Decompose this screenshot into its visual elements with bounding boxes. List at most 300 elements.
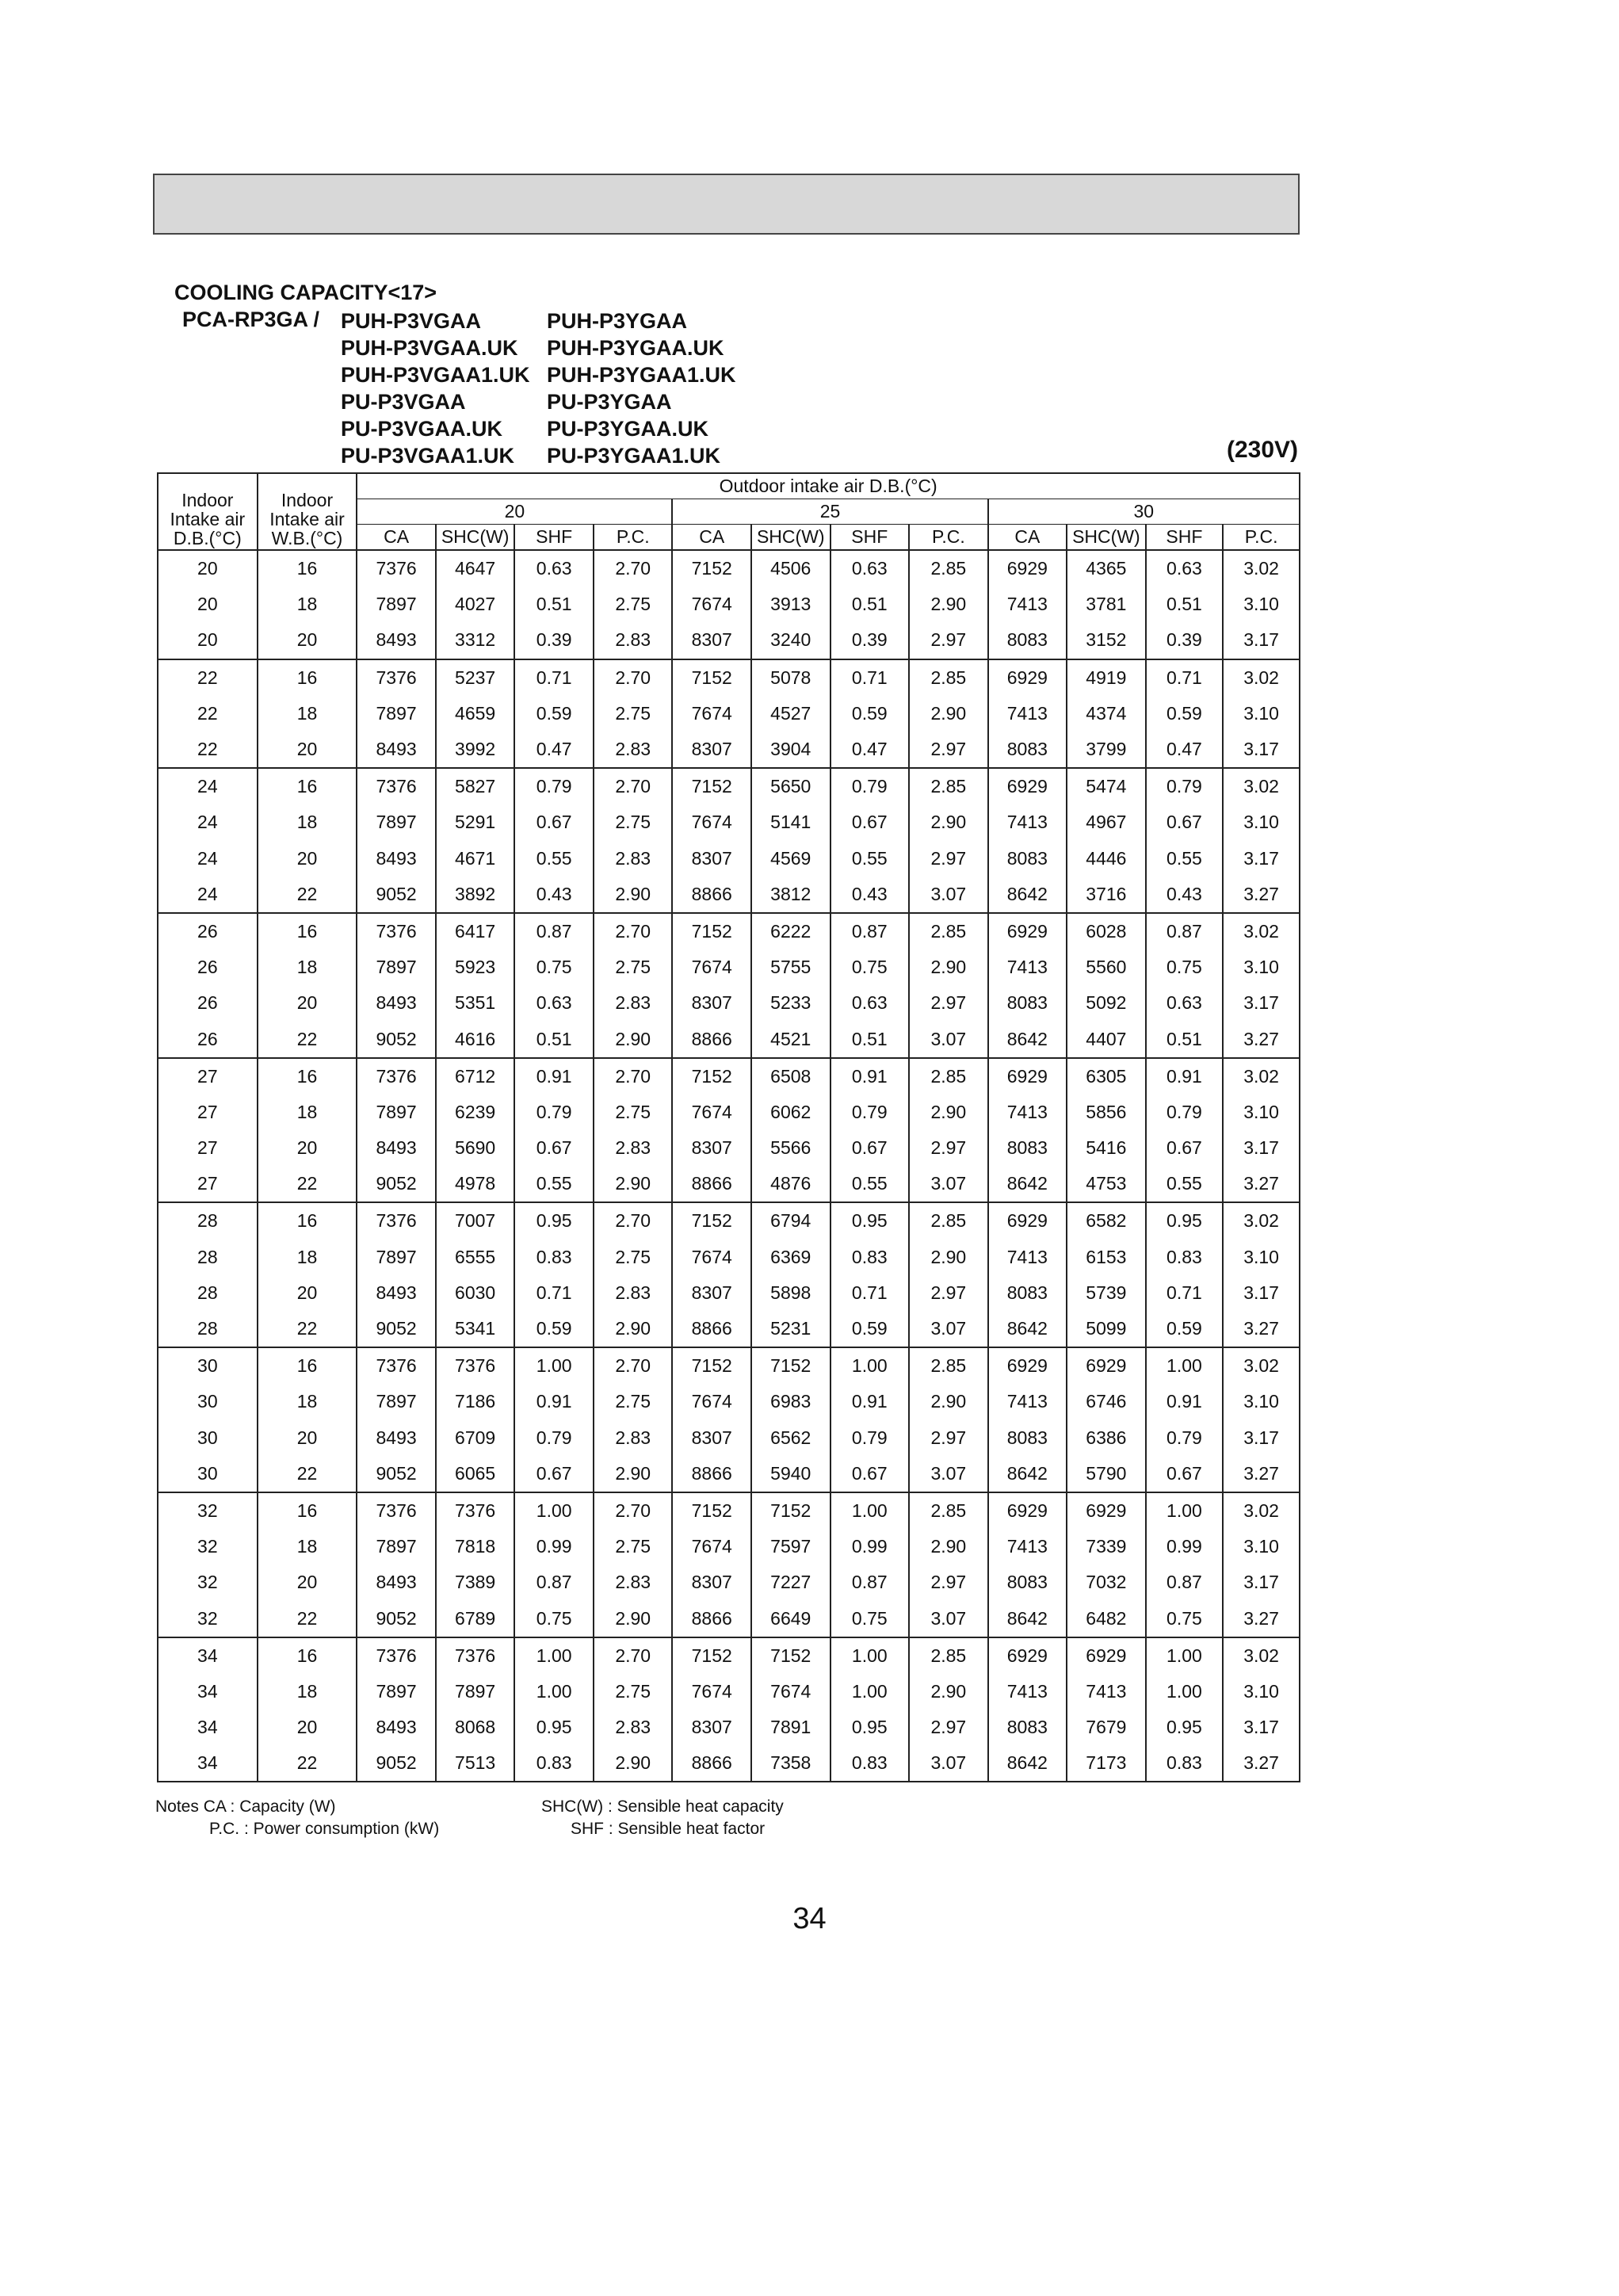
- table-cell: 0.67: [831, 804, 910, 840]
- table-cell: 6983: [751, 1384, 831, 1419]
- table-cell: 7413: [988, 586, 1067, 622]
- table-cell: 0.63: [514, 985, 594, 1021]
- table-cell: 8083: [988, 732, 1067, 768]
- indoor-wb-header: Indoor Intake air W.B.(°C): [258, 473, 357, 550]
- indoor-db-cell: 27: [158, 1166, 258, 1202]
- table-cell: 0.67: [1146, 1130, 1224, 1166]
- capacity-table: [157, 472, 1300, 1782]
- note-ca: Notes CA : Capacity (W): [155, 1797, 336, 1816]
- table-cell: 6929: [988, 659, 1067, 696]
- table-cell: 7674: [672, 1529, 751, 1564]
- outdoor-model: PU-P3VGAA: [341, 390, 466, 414]
- table-cell: 5739: [1067, 1275, 1146, 1311]
- table-cell: 9052: [357, 1600, 436, 1637]
- table-cell: 4027: [436, 586, 515, 622]
- table-cell: 7413: [988, 696, 1067, 732]
- table-cell: 3.10: [1223, 586, 1300, 622]
- table-cell: 3.27: [1223, 1166, 1300, 1202]
- table-cell: 0.71: [831, 659, 910, 696]
- table-cell: 4365: [1067, 550, 1146, 586]
- table-cell: 2.75: [594, 586, 673, 622]
- table-cell: 3.07: [909, 1745, 988, 1782]
- table-cell: 6929: [1067, 1492, 1146, 1529]
- table-cell: 3240: [751, 622, 831, 659]
- indoor-wb-cell: 22: [258, 1745, 357, 1782]
- indoor-db-cell: 24: [158, 841, 258, 877]
- table-cell: 3.07: [909, 1166, 988, 1202]
- table-cell: 0.95: [514, 1202, 594, 1239]
- table-cell: 0.59: [514, 696, 594, 732]
- table-cell: 0.71: [514, 1275, 594, 1311]
- table-cell: 2.85: [909, 1202, 988, 1239]
- indoor-wb-cell: 20: [258, 1710, 357, 1745]
- table-cell: 7376: [436, 1637, 515, 1674]
- table-cell: 6562: [751, 1420, 831, 1456]
- indoor-db-cell: 34: [158, 1637, 258, 1674]
- table-cell: 2.90: [909, 1384, 988, 1419]
- table-cell: 6028: [1067, 913, 1146, 949]
- table-cell: 3.10: [1223, 949, 1300, 985]
- table-cell: 2.90: [909, 1240, 988, 1275]
- table-cell: 0.55: [1146, 1166, 1224, 1202]
- table-cell: 2.83: [594, 1275, 673, 1311]
- table-cell: 0.51: [514, 586, 594, 622]
- table-cell: 2.90: [909, 1674, 988, 1710]
- table-row: [158, 586, 1300, 622]
- table-cell: 2.83: [594, 622, 673, 659]
- table-cell: 2.90: [909, 949, 988, 985]
- table-cell: 8866: [672, 1311, 751, 1347]
- table-cell: 8493: [357, 1710, 436, 1745]
- indoor-wb-cell: 22: [258, 1311, 357, 1347]
- table-cell: 0.63: [514, 550, 594, 586]
- table-cell: 2.83: [594, 1420, 673, 1456]
- table-cell: 7897: [357, 586, 436, 622]
- table-cell: 1.00: [514, 1347, 594, 1384]
- table-row: [158, 1311, 1300, 1347]
- table-cell: 0.63: [1146, 550, 1224, 586]
- table-cell: 3.10: [1223, 1529, 1300, 1564]
- table-cell: 2.83: [594, 1564, 673, 1600]
- table-cell: 0.95: [514, 1710, 594, 1745]
- table-cell: 8866: [672, 1021, 751, 1057]
- table-cell: 0.59: [831, 1311, 910, 1347]
- table-cell: 0.67: [514, 804, 594, 840]
- table-cell: 7007: [436, 1202, 515, 1239]
- table-cell: 8493: [357, 1420, 436, 1456]
- table-cell: 2.85: [909, 1058, 988, 1095]
- table-cell: 0.51: [1146, 586, 1224, 622]
- indoor-wb-cell: 18: [258, 949, 357, 985]
- table-cell: 7674: [672, 804, 751, 840]
- table-cell: 7376: [357, 1058, 436, 1095]
- indoor-db-cell: 26: [158, 985, 258, 1021]
- table-cell: 5099: [1067, 1311, 1146, 1347]
- table-cell: 3992: [436, 732, 515, 768]
- table-cell: 2.75: [594, 1674, 673, 1710]
- table-cell: 7897: [357, 1095, 436, 1130]
- table-cell: 4753: [1067, 1166, 1146, 1202]
- table-cell: 8083: [988, 1564, 1067, 1600]
- table-cell: 6929: [988, 550, 1067, 586]
- table-cell: 8866: [672, 1745, 751, 1782]
- table-cell: 7152: [672, 1058, 751, 1095]
- table-cell: 9052: [357, 877, 436, 913]
- table-row: [158, 1095, 1300, 1130]
- indoor-wb-cell: 18: [258, 1529, 357, 1564]
- table-cell: 8083: [988, 1420, 1067, 1456]
- table-cell: 8866: [672, 877, 751, 913]
- table-row: [158, 1420, 1300, 1456]
- table-cell: 7152: [672, 659, 751, 696]
- table-cell: 2.90: [594, 1311, 673, 1347]
- table-cell: 2.97: [909, 1420, 988, 1456]
- table-cell: 2.85: [909, 1637, 988, 1674]
- table-cell: 0.87: [831, 913, 910, 949]
- outdoor-models-col1: [341, 308, 530, 469]
- outdoor-models-col2: [547, 308, 736, 469]
- indoor-db-cell: 32: [158, 1600, 258, 1637]
- table-cell: 7674: [672, 1240, 751, 1275]
- table-cell: 3.02: [1223, 913, 1300, 949]
- table-cell: 0.55: [831, 1166, 910, 1202]
- table-cell: 5351: [436, 985, 515, 1021]
- table-cell: 3.02: [1223, 1058, 1300, 1095]
- table-cell: 0.83: [514, 1745, 594, 1782]
- table-cell: 0.99: [831, 1529, 910, 1564]
- table-cell: 0.59: [831, 696, 910, 732]
- table-cell: 7376: [357, 659, 436, 696]
- table-cell: 6153: [1067, 1240, 1146, 1275]
- table-cell: 2.90: [594, 1456, 673, 1492]
- indoor-wb-cell: 16: [258, 1202, 357, 1239]
- table-cell: 3.17: [1223, 622, 1300, 659]
- table-cell: 7389: [436, 1564, 515, 1600]
- table-cell: 0.79: [831, 1420, 910, 1456]
- table-row: [158, 1275, 1300, 1311]
- table-cell: 6482: [1067, 1600, 1146, 1637]
- table-cell: 0.47: [831, 732, 910, 768]
- table-cell: 3.02: [1223, 1637, 1300, 1674]
- table-cell: 3.17: [1223, 841, 1300, 877]
- table-cell: 2.85: [909, 1347, 988, 1384]
- table-cell: 8083: [988, 1710, 1067, 1745]
- table-cell: 3781: [1067, 586, 1146, 622]
- indoor-db-cell: 24: [158, 804, 258, 840]
- table-cell: 3312: [436, 622, 515, 659]
- note-shc: SHC(W) : Sensible heat capacity: [541, 1797, 784, 1816]
- outdoor-model: PU-P3VGAA1.UK: [341, 444, 515, 468]
- table-cell: 8642: [988, 1600, 1067, 1637]
- table-cell: 5940: [751, 1456, 831, 1492]
- table-cell: 3.10: [1223, 1095, 1300, 1130]
- table-cell: 8083: [988, 622, 1067, 659]
- table-row: [158, 768, 1300, 804]
- table-cell: 7186: [436, 1384, 515, 1419]
- table-row: [158, 1710, 1300, 1745]
- table-cell: 0.67: [514, 1130, 594, 1166]
- table-cell: 0.67: [1146, 804, 1224, 840]
- table-cell: 2.83: [594, 1710, 673, 1745]
- indoor-wb-cell: 20: [258, 1420, 357, 1456]
- table-cell: 4446: [1067, 841, 1146, 877]
- table-cell: 8642: [988, 877, 1067, 913]
- table-cell: 3.02: [1223, 1492, 1300, 1529]
- table-cell: 0.91: [514, 1384, 594, 1419]
- table-cell: 3.17: [1223, 1564, 1300, 1600]
- table-cell: 2.70: [594, 913, 673, 949]
- table-cell: 0.75: [831, 1600, 910, 1637]
- table-cell: 0.83: [831, 1745, 910, 1782]
- table-cell: 3.10: [1223, 804, 1300, 840]
- table-cell: 7152: [672, 550, 751, 586]
- table-cell: 3.07: [909, 1600, 988, 1637]
- table-cell: 7597: [751, 1529, 831, 1564]
- sub-header: CA: [988, 525, 1067, 551]
- table-row: [158, 1240, 1300, 1275]
- indoor-db-cell: 27: [158, 1058, 258, 1095]
- table-row: [158, 1745, 1300, 1782]
- table-cell: 7339: [1067, 1529, 1146, 1564]
- table-cell: 0.83: [514, 1240, 594, 1275]
- table-cell: 8493: [357, 985, 436, 1021]
- table-cell: 0.95: [1146, 1710, 1224, 1745]
- table-cell: 7897: [357, 1384, 436, 1419]
- table-cell: 5560: [1067, 949, 1146, 985]
- table-cell: 0.79: [514, 768, 594, 804]
- table-cell: 0.59: [514, 1311, 594, 1347]
- table-cell: 6929: [988, 1058, 1067, 1095]
- indoor-wb-cell: 18: [258, 1384, 357, 1419]
- note-shf: SHF : Sensible heat factor: [571, 1820, 766, 1838]
- table-cell: 7897: [357, 1240, 436, 1275]
- table-cell: 2.97: [909, 985, 988, 1021]
- table-cell: 0.63: [831, 550, 910, 586]
- outdoor-model: PU-P3VGAA.UK: [341, 417, 503, 441]
- table-cell: 5790: [1067, 1456, 1146, 1492]
- table-cell: 7674: [672, 949, 751, 985]
- table-cell: 0.71: [1146, 1275, 1224, 1311]
- outdoor-model: PUH-P3YGAA1.UK: [547, 363, 736, 387]
- table-cell: 3.10: [1223, 1384, 1300, 1419]
- note-pc: P.C. : Power consumption (kW): [209, 1820, 440, 1838]
- table-cell: 0.79: [1146, 768, 1224, 804]
- indoor-wb-cell: 18: [258, 696, 357, 732]
- table-cell: 6929: [1067, 1347, 1146, 1384]
- indoor-db-cell: 28: [158, 1275, 258, 1311]
- table-cell: 8307: [672, 622, 751, 659]
- table-cell: 6794: [751, 1202, 831, 1239]
- table-cell: 2.70: [594, 1202, 673, 1239]
- table-cell: 6709: [436, 1420, 515, 1456]
- table-cell: 7413: [988, 1529, 1067, 1564]
- indoor-wb-cell: 22: [258, 1021, 357, 1057]
- table-row: [158, 985, 1300, 1021]
- indoor-db-cell: 32: [158, 1529, 258, 1564]
- table-cell: 7376: [357, 1637, 436, 1674]
- table-row: [158, 841, 1300, 877]
- table-cell: 8642: [988, 1021, 1067, 1057]
- indoor-db-cell: 22: [158, 696, 258, 732]
- indoor-wb-cell: 16: [258, 768, 357, 804]
- table-cell: 6649: [751, 1600, 831, 1637]
- table-cell: 8493: [357, 732, 436, 768]
- indoor-db-cell: 30: [158, 1420, 258, 1456]
- table-cell: 3904: [751, 732, 831, 768]
- indoor-db-cell: 34: [158, 1710, 258, 1745]
- table-cell: 7376: [357, 1347, 436, 1384]
- table-row: [158, 1202, 1300, 1239]
- table-cell: 6929: [988, 1202, 1067, 1239]
- page-number: 34: [792, 1902, 827, 1935]
- table-cell: 2.85: [909, 913, 988, 949]
- table-cell: 4407: [1067, 1021, 1146, 1057]
- outdoor-temp-header: 20: [357, 499, 672, 525]
- table-cell: 4671: [436, 841, 515, 877]
- table-row: [158, 1130, 1300, 1166]
- table-cell: 8083: [988, 841, 1067, 877]
- voltage-label: (230V): [1227, 437, 1299, 463]
- table-cell: 3.17: [1223, 1420, 1300, 1456]
- table-cell: 0.75: [1146, 1600, 1224, 1637]
- outdoor-temp-header: 30: [988, 499, 1300, 525]
- table-row: [158, 1637, 1300, 1674]
- table-cell: 2.75: [594, 1529, 673, 1564]
- table-cell: 2.85: [909, 550, 988, 586]
- table-cell: 2.90: [594, 1021, 673, 1057]
- indoor-db-cell: 34: [158, 1745, 258, 1782]
- table-cell: 5827: [436, 768, 515, 804]
- table-cell: 3.17: [1223, 985, 1300, 1021]
- table-cell: 5690: [436, 1130, 515, 1166]
- table-cell: 7897: [357, 1529, 436, 1564]
- indoor-db-cell: 30: [158, 1347, 258, 1384]
- table-cell: 3.27: [1223, 1311, 1300, 1347]
- table-cell: 0.51: [831, 1021, 910, 1057]
- table-cell: 1.00: [514, 1492, 594, 1529]
- table-cell: 7173: [1067, 1745, 1146, 1782]
- table-cell: 0.63: [831, 985, 910, 1021]
- table-cell: 0.91: [831, 1384, 910, 1419]
- table-cell: 7674: [672, 696, 751, 732]
- table-cell: 8493: [357, 622, 436, 659]
- indoor-wb-cell: 22: [258, 877, 357, 913]
- table-cell: 8493: [357, 1564, 436, 1600]
- table-cell: 3.02: [1223, 1202, 1300, 1239]
- table-cell: 7897: [357, 696, 436, 732]
- table-cell: 2.90: [909, 804, 988, 840]
- table-cell: 5237: [436, 659, 515, 696]
- table-cell: 2.70: [594, 550, 673, 586]
- table-cell: 0.39: [1146, 622, 1224, 659]
- indoor-wb-cell: 18: [258, 586, 357, 622]
- table-row: [158, 1529, 1300, 1564]
- table-cell: 0.91: [514, 1058, 594, 1095]
- table-cell: 4569: [751, 841, 831, 877]
- table-cell: 8866: [672, 1456, 751, 1492]
- table-cell: 0.91: [831, 1058, 910, 1095]
- table-cell: 3.10: [1223, 1240, 1300, 1275]
- table-cell: 2.90: [909, 586, 988, 622]
- table-cell: 1.00: [831, 1637, 910, 1674]
- table-cell: 9052: [357, 1311, 436, 1347]
- table-cell: 3.17: [1223, 1275, 1300, 1311]
- table-cell: 2.83: [594, 1130, 673, 1166]
- table-cell: 3.27: [1223, 1456, 1300, 1492]
- table-cell: 8642: [988, 1311, 1067, 1347]
- table-cell: 3.07: [909, 1456, 988, 1492]
- table-cell: 6746: [1067, 1384, 1146, 1419]
- table-cell: 7413: [988, 1240, 1067, 1275]
- table-row: [158, 732, 1300, 768]
- table-row: [158, 1021, 1300, 1057]
- table-cell: 8083: [988, 1275, 1067, 1311]
- table-cell: 4521: [751, 1021, 831, 1057]
- table-cell: 0.39: [831, 622, 910, 659]
- table-cell: 8642: [988, 1745, 1067, 1782]
- table-cell: 2.90: [909, 1095, 988, 1130]
- table-cell: 3.02: [1223, 768, 1300, 804]
- outdoor-temp-header: 25: [672, 499, 987, 525]
- table-cell: 2.83: [594, 732, 673, 768]
- table-cell: 7897: [357, 949, 436, 985]
- table-cell: 3.17: [1223, 1130, 1300, 1166]
- table-cell: 5650: [751, 768, 831, 804]
- indoor-wb-cell: 20: [258, 985, 357, 1021]
- table-cell: 7376: [357, 913, 436, 949]
- table-cell: 3.27: [1223, 1600, 1300, 1637]
- table-cell: 3152: [1067, 622, 1146, 659]
- table-cell: 4616: [436, 1021, 515, 1057]
- table-cell: 4374: [1067, 696, 1146, 732]
- table-cell: 3.02: [1223, 550, 1300, 586]
- table-cell: 7674: [751, 1674, 831, 1710]
- table-cell: 6929: [988, 1347, 1067, 1384]
- table-cell: 0.87: [1146, 1564, 1224, 1600]
- table-cell: 1.00: [1146, 1492, 1224, 1529]
- table-cell: 2.97: [909, 732, 988, 768]
- indoor-db-cell: 22: [158, 732, 258, 768]
- table-cell: 3812: [751, 877, 831, 913]
- sub-header: P.C.: [1223, 525, 1300, 551]
- table-row: [158, 1384, 1300, 1419]
- table-cell: 2.70: [594, 1347, 673, 1384]
- table-row: [158, 1492, 1300, 1529]
- table-cell: 4978: [436, 1166, 515, 1202]
- table-cell: 2.85: [909, 1492, 988, 1529]
- table-cell: 7897: [357, 1674, 436, 1710]
- table-cell: 6386: [1067, 1420, 1146, 1456]
- table-cell: 7679: [1067, 1710, 1146, 1745]
- indoor-db-cell: 26: [158, 1021, 258, 1057]
- header-bar: [153, 174, 1300, 235]
- sub-header: SHC(W): [436, 525, 515, 551]
- table-cell: 3.10: [1223, 1674, 1300, 1710]
- sub-header: SHF: [831, 525, 910, 551]
- table-cell: 0.83: [831, 1240, 910, 1275]
- table-cell: 6239: [436, 1095, 515, 1130]
- table-row: [158, 1347, 1300, 1384]
- table-cell: 0.67: [831, 1130, 910, 1166]
- table-cell: 5141: [751, 804, 831, 840]
- table-cell: 2.70: [594, 659, 673, 696]
- indoor-db-cell: 24: [158, 877, 258, 913]
- table-cell: 1.00: [831, 1492, 910, 1529]
- table-cell: 2.97: [909, 1710, 988, 1745]
- indoor-wb-cell: 22: [258, 1600, 357, 1637]
- table-cell: 7413: [988, 804, 1067, 840]
- indoor-wb-cell: 16: [258, 659, 357, 696]
